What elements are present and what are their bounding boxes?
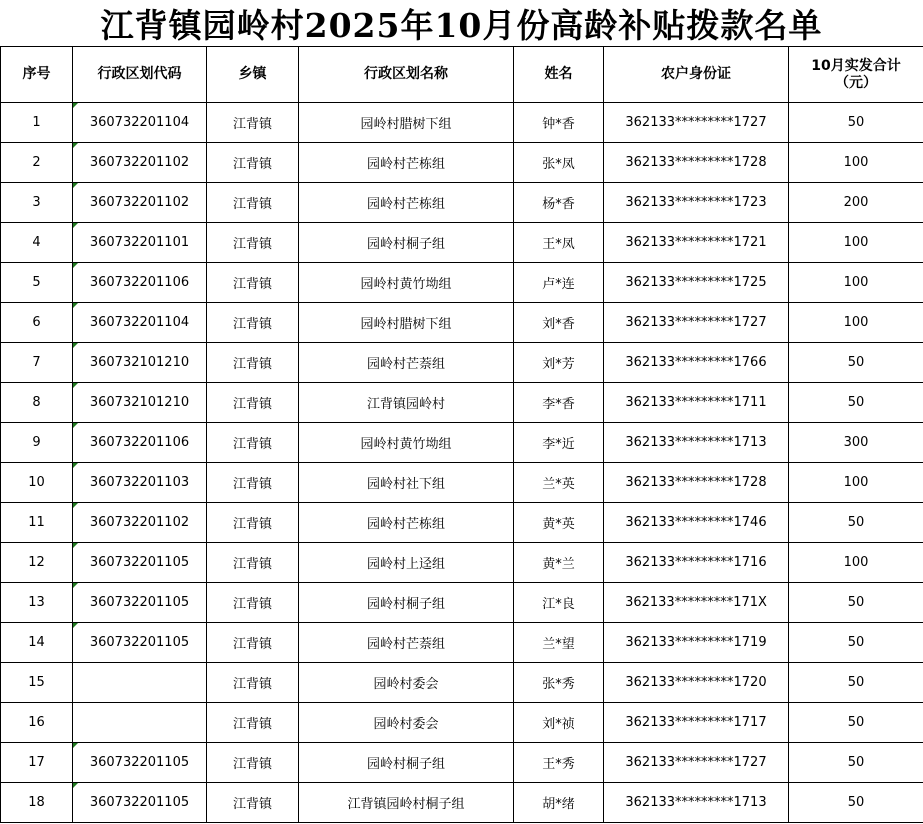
township-cell[interactable]: 江背镇 bbox=[207, 103, 299, 143]
amount-cell[interactable]: 100 bbox=[789, 543, 923, 583]
name-cell[interactable]: 刘*芳 bbox=[514, 343, 604, 383]
index-cell[interactable]: 9 bbox=[1, 423, 73, 463]
township-cell[interactable]: 江背镇 bbox=[207, 463, 299, 503]
index-cell[interactable]: 1 bbox=[1, 103, 73, 143]
index-cell[interactable]: 13 bbox=[1, 583, 73, 623]
table-row bbox=[1, 463, 923, 503]
index-cell[interactable]: 18 bbox=[1, 783, 73, 823]
id-number-cell[interactable]: 362133*********1728 bbox=[604, 143, 789, 183]
name-cell[interactable]: 兰*望 bbox=[514, 623, 604, 663]
region-code-cell[interactable]: 360732201102 bbox=[73, 143, 207, 183]
name-cell[interactable]: 卢*连 bbox=[514, 263, 604, 303]
amount-cell[interactable]: 100 bbox=[789, 223, 923, 263]
index-cell[interactable]: 5 bbox=[1, 263, 73, 303]
table-row bbox=[1, 423, 923, 463]
id-number-cell[interactable]: 362133*********1728 bbox=[604, 463, 789, 503]
township-cell[interactable]: 江背镇 bbox=[207, 223, 299, 263]
region-name-cell[interactable]: 园岭村黄竹坳组 bbox=[299, 263, 514, 303]
index-cell[interactable]: 8 bbox=[1, 383, 73, 423]
header-cell-region-code[interactable]: 行政区划代码 bbox=[73, 47, 207, 103]
region-name-cell[interactable]: 园岭村芒萘组 bbox=[299, 623, 514, 663]
index-cell[interactable]: 7 bbox=[1, 343, 73, 383]
id-number-cell[interactable]: 362133*********1723 bbox=[604, 183, 789, 223]
region-name-cell[interactable]: 园岭村腊树下组 bbox=[299, 303, 514, 343]
id-number-cell[interactable]: 362133*********1721 bbox=[604, 223, 789, 263]
region-name-cell[interactable]: 园岭村芒栋组 bbox=[299, 183, 514, 223]
id-number-cell[interactable]: 362133*********1713 bbox=[604, 423, 789, 463]
region-code-cell[interactable]: 360732201106 bbox=[73, 423, 207, 463]
amount-cell[interactable]: 50 bbox=[789, 103, 923, 143]
name-cell[interactable]: 黄*英 bbox=[514, 503, 604, 543]
name-cell[interactable]: 黄*兰 bbox=[514, 543, 604, 583]
region-code-cell[interactable]: 360732201101 bbox=[73, 223, 207, 263]
id-number-cell[interactable]: 362133*********171X bbox=[604, 583, 789, 623]
index-cell[interactable]: 6 bbox=[1, 303, 73, 343]
header-cell-amount[interactable] bbox=[789, 47, 923, 103]
region-code-cell[interactable] bbox=[73, 703, 207, 743]
region-code-cell[interactable]: 360732201105 bbox=[73, 543, 207, 583]
region-name-cell[interactable]: 园岭村委会 bbox=[299, 663, 514, 703]
amount-cell[interactable]: 50 bbox=[789, 743, 923, 783]
name-cell[interactable]: 杨*香 bbox=[514, 183, 604, 223]
index-cell[interactable]: 4 bbox=[1, 223, 73, 263]
page-title: 江背镇园岭村2025年10月份高龄补贴拨款名单 bbox=[100, 5, 823, 45]
amount-cell[interactable]: 50 bbox=[789, 703, 923, 743]
index-cell[interactable]: 10 bbox=[1, 463, 73, 503]
table-row bbox=[1, 663, 923, 703]
header-cell-region-name[interactable]: 行政区划名称 bbox=[299, 47, 514, 103]
amount-cell[interactable]: 200 bbox=[789, 183, 923, 223]
township-cell[interactable]: 江背镇 bbox=[207, 143, 299, 183]
table-row bbox=[1, 583, 923, 623]
township-cell[interactable]: 江背镇 bbox=[207, 583, 299, 623]
name-cell[interactable]: 李*香 bbox=[514, 383, 604, 423]
name-cell[interactable]: 兰*英 bbox=[514, 463, 604, 503]
index-cell[interactable]: 15 bbox=[1, 663, 73, 703]
id-number-cell[interactable]: 362133*********1717 bbox=[604, 703, 789, 743]
township-cell[interactable]: 江背镇 bbox=[207, 623, 299, 663]
table-row bbox=[1, 263, 923, 303]
township-cell[interactable]: 江背镇 bbox=[207, 663, 299, 703]
region-name-cell[interactable]: 园岭村芒栋组 bbox=[299, 143, 514, 183]
name-cell[interactable]: 钟*香 bbox=[514, 103, 604, 143]
amount-cell[interactable]: 50 bbox=[789, 343, 923, 383]
table-row bbox=[1, 743, 923, 783]
table-row bbox=[1, 143, 923, 183]
id-number-cell[interactable]: 362133*********1719 bbox=[604, 623, 789, 663]
name-cell[interactable]: 张*凤 bbox=[514, 143, 604, 183]
region-code-cell[interactable]: 360732101210 bbox=[73, 343, 207, 383]
region-code-cell[interactable]: 360732201105 bbox=[73, 583, 207, 623]
table-row bbox=[1, 303, 923, 343]
region-name-cell[interactable]: 园岭村社下组 bbox=[299, 463, 514, 503]
table-row bbox=[1, 783, 923, 823]
index-cell[interactable]: 3 bbox=[1, 183, 73, 223]
index-cell[interactable]: 11 bbox=[1, 503, 73, 543]
name-cell[interactable]: 王*秀 bbox=[514, 743, 604, 783]
header-amount-label: 10月实发合计（元） bbox=[811, 57, 901, 91]
name-cell[interactable]: 张*秀 bbox=[514, 663, 604, 703]
township-cell[interactable]: 江背镇 bbox=[207, 423, 299, 463]
region-code-cell[interactable]: 360732101210 bbox=[73, 383, 207, 423]
region-code-cell[interactable]: 360732201102 bbox=[73, 503, 207, 543]
region-name-cell[interactable]: 园岭村芒萘组 bbox=[299, 343, 514, 383]
township-cell[interactable]: 江背镇 bbox=[207, 743, 299, 783]
region-code-cell[interactable]: 360732201104 bbox=[73, 103, 207, 143]
region-name-cell[interactable]: 园岭村腊树下组 bbox=[299, 103, 514, 143]
region-code-cell[interactable]: 360732201104 bbox=[73, 303, 207, 343]
id-number-cell[interactable]: 362133*********1727 bbox=[604, 303, 789, 343]
region-code-cell[interactable]: 360732201105 bbox=[73, 623, 207, 663]
region-code-cell[interactable]: 360732201105 bbox=[73, 743, 207, 783]
name-cell[interactable]: 胡*绪 bbox=[514, 783, 604, 823]
township-cell[interactable]: 江背镇 bbox=[207, 263, 299, 303]
index-cell[interactable]: 14 bbox=[1, 623, 73, 663]
id-number-cell[interactable]: 362133*********1725 bbox=[604, 263, 789, 303]
table-row bbox=[1, 183, 923, 223]
region-name-cell[interactable]: 园岭村桐子组 bbox=[299, 743, 514, 783]
township-cell[interactable]: 江背镇 bbox=[207, 383, 299, 423]
subsidy-table bbox=[0, 46, 923, 823]
id-number-cell[interactable]: 362133*********1727 bbox=[604, 743, 789, 783]
township-cell[interactable]: 江背镇 bbox=[207, 303, 299, 343]
name-cell[interactable]: 李*近 bbox=[514, 423, 604, 463]
township-cell[interactable]: 江背镇 bbox=[207, 543, 299, 583]
index-cell[interactable]: 16 bbox=[1, 703, 73, 743]
name-cell[interactable]: 江*良 bbox=[514, 583, 604, 623]
table-row bbox=[1, 103, 923, 143]
region-name-cell[interactable]: 园岭村芒栋组 bbox=[299, 503, 514, 543]
name-cell[interactable]: 刘*香 bbox=[514, 303, 604, 343]
amount-cell[interactable]: 100 bbox=[789, 143, 923, 183]
table-row bbox=[1, 383, 923, 423]
table-row bbox=[1, 223, 923, 263]
id-number-cell[interactable]: 362133*********1727 bbox=[604, 103, 789, 143]
region-code-cell[interactable] bbox=[73, 663, 207, 703]
region-name-cell[interactable]: 江背镇园岭村桐子组 bbox=[299, 783, 514, 823]
header-cell-township[interactable]: 乡镇 bbox=[207, 47, 299, 103]
amount-cell[interactable]: 50 bbox=[789, 783, 923, 823]
table-row bbox=[1, 503, 923, 543]
name-cell[interactable]: 刘*祯 bbox=[514, 703, 604, 743]
amount-cell[interactable]: 50 bbox=[789, 663, 923, 703]
amount-cell[interactable]: 300 bbox=[789, 423, 923, 463]
id-number-cell[interactable]: 362133*********1720 bbox=[604, 663, 789, 703]
header-row bbox=[1, 47, 923, 103]
table-row bbox=[1, 543, 923, 583]
region-name-cell[interactable]: 园岭村黄竹坳组 bbox=[299, 423, 514, 463]
table-row bbox=[1, 703, 923, 743]
amount-cell[interactable]: 100 bbox=[789, 303, 923, 343]
id-number-cell[interactable]: 362133*********1716 bbox=[604, 543, 789, 583]
header-cell-name[interactable]: 姓名 bbox=[514, 47, 604, 103]
id-number-cell[interactable]: 362133*********1746 bbox=[604, 503, 789, 543]
region-code-cell[interactable]: 360732201106 bbox=[73, 263, 207, 303]
table-row bbox=[1, 343, 923, 383]
amount-cell[interactable]: 100 bbox=[789, 263, 923, 303]
header-cell-index[interactable]: 序号 bbox=[1, 47, 73, 103]
region-name-cell[interactable]: 园岭村桐子组 bbox=[299, 583, 514, 623]
township-cell[interactable]: 江背镇 bbox=[207, 503, 299, 543]
township-cell[interactable]: 江背镇 bbox=[207, 783, 299, 823]
id-number-cell[interactable]: 362133*********1713 bbox=[604, 783, 789, 823]
amount-cell[interactable]: 100 bbox=[789, 463, 923, 503]
name-cell[interactable]: 王*凤 bbox=[514, 223, 604, 263]
id-number-cell[interactable]: 362133*********1711 bbox=[604, 383, 789, 423]
region-code-cell[interactable]: 360732201105 bbox=[73, 783, 207, 823]
region-code-cell[interactable]: 360732201102 bbox=[73, 183, 207, 223]
index-cell[interactable]: 12 bbox=[1, 543, 73, 583]
table-row bbox=[1, 623, 923, 663]
region-code-cell[interactable]: 360732201103 bbox=[73, 463, 207, 503]
header-cell-id-number[interactable]: 农户身份证 bbox=[604, 47, 789, 103]
id-number-cell[interactable]: 362133*********1766 bbox=[604, 343, 789, 383]
amount-cell[interactable]: 50 bbox=[789, 583, 923, 623]
township-cell[interactable]: 江背镇 bbox=[207, 183, 299, 223]
index-cell[interactable]: 2 bbox=[1, 143, 73, 183]
township-cell[interactable]: 江背镇 bbox=[207, 703, 299, 743]
region-name-cell[interactable]: 江背镇园岭村 bbox=[299, 383, 514, 423]
amount-cell[interactable]: 50 bbox=[789, 383, 923, 423]
township-cell[interactable]: 江背镇 bbox=[207, 343, 299, 383]
amount-cell[interactable]: 50 bbox=[789, 503, 923, 543]
region-name-cell[interactable]: 园岭村上迳组 bbox=[299, 543, 514, 583]
index-cell[interactable]: 17 bbox=[1, 743, 73, 783]
region-name-cell[interactable]: 园岭村桐子组 bbox=[299, 223, 514, 263]
region-name-cell[interactable]: 园岭村委会 bbox=[299, 703, 514, 743]
amount-cell[interactable]: 50 bbox=[789, 623, 923, 663]
